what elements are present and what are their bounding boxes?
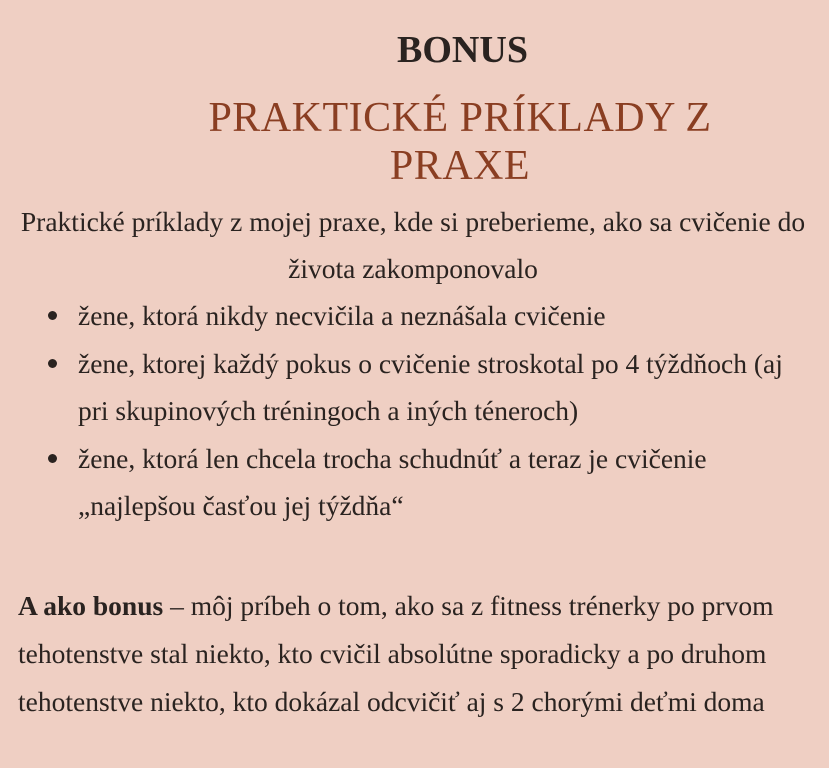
list-item-text: žene, ktorá len chcela trocha schudnúť a teraz je cvičenie „najlepšou časťou jej týždňa“ (78, 442, 707, 521)
intro-paragraph: Praktické príklady z mojej praxe, kde si preberieme, ako sa cvičenie do života zakomponovalo (20, 206, 806, 284)
list-item (40, 292, 800, 340)
bonus-lead: A ako bonus (18, 590, 164, 621)
bullet-icon (48, 454, 57, 463)
bonus-text: – môj príbeh o tom, ako sa z fitness trénerky po prvom tehotenstve stal niekto, kto cvičil absolútne sporadicky a po druhom tehotenstve niekto, kto dokázal odcvičiť aj s 2 chorými deťmi doma (18, 590, 774, 717)
list-item-text: žene, ktorá nikdy necvičila a neznášala cvičenie (78, 300, 606, 331)
bullet-icon (48, 359, 57, 368)
list-item-text: žene, ktorej každý pokus o cvičenie stroskotal po 4 týždňoch (aj pri skupinových tréningoch a iných téneroch) (78, 347, 783, 426)
bonus-paragraph (18, 582, 818, 726)
bonus-heading: BONUS (397, 29, 528, 71)
list-item (40, 340, 800, 435)
list-item (40, 435, 800, 530)
section-subtitle: PRAKTICKÉ PRÍKLADY Z PRAXE (208, 95, 712, 189)
examples-list (40, 292, 800, 530)
bullet-icon (48, 311, 57, 320)
